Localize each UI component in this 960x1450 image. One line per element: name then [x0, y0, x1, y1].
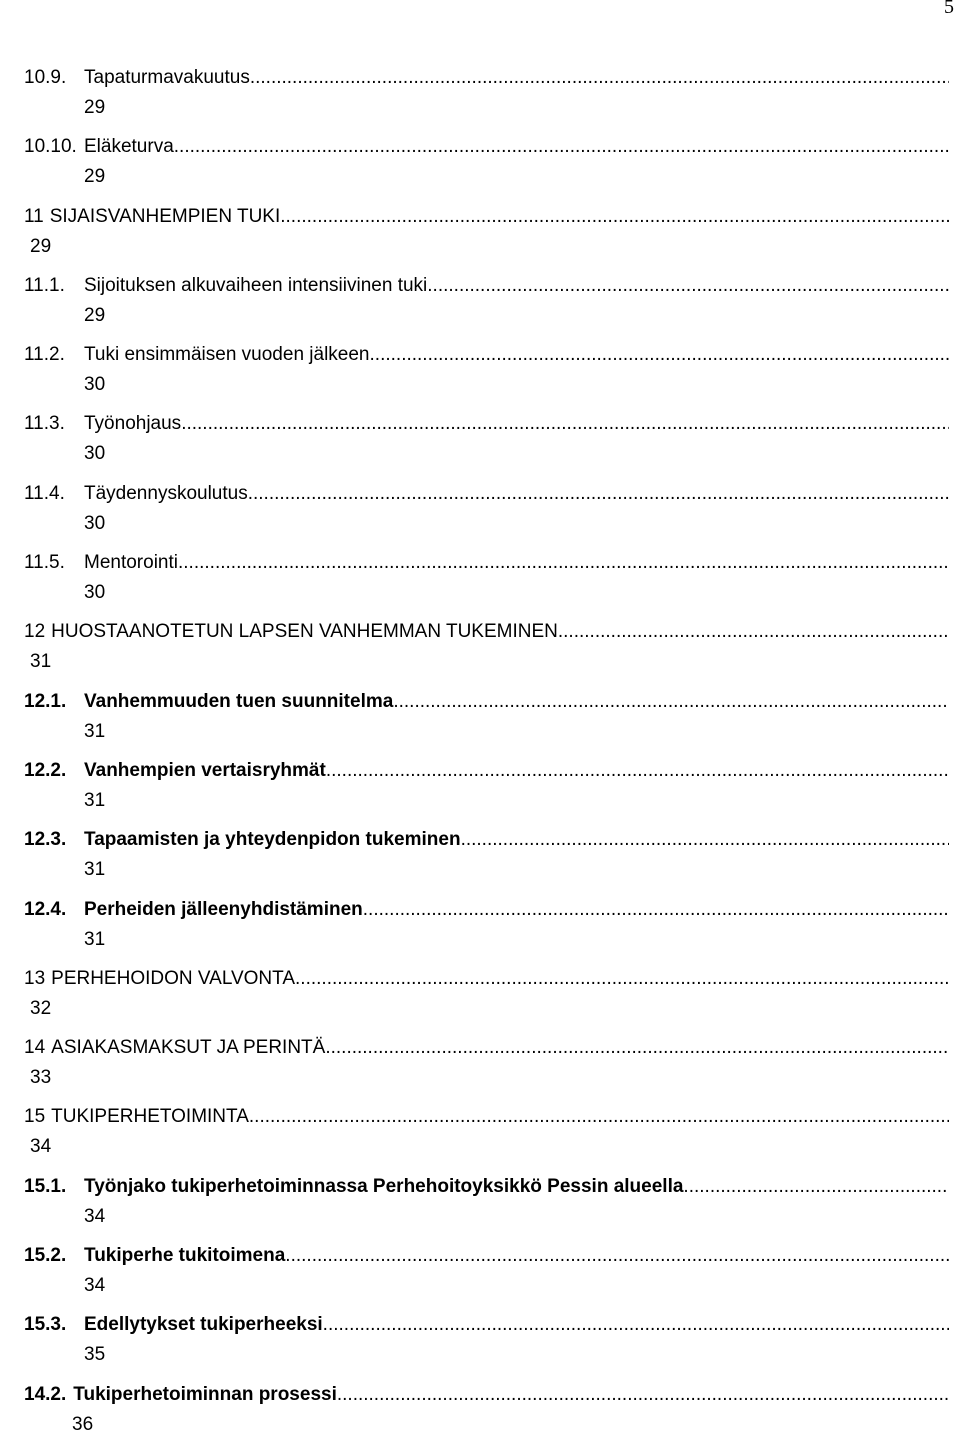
- toc-entry-title: Perheiden jälleenyhdistäminen: [84, 898, 363, 920]
- toc-entry[interactable]: [24, 410, 949, 479]
- toc-entry-number: 12.1.: [24, 690, 67, 712]
- dot-leader: [248, 480, 949, 508]
- dot-leader: [249, 1103, 949, 1131]
- toc-entry[interactable]: [24, 826, 949, 895]
- toc-entry-line: [24, 410, 949, 438]
- toc-entry-line: [24, 1311, 949, 1339]
- toc-entry-title: Vanhemmuuden tuen suunnitelma: [84, 690, 394, 712]
- dot-leader: [325, 1034, 949, 1062]
- toc-entry-title: Työnjako tukiperhetoiminnassa Perhehoitoyksikkö Pessin alueella: [84, 1175, 684, 1197]
- toc-entry-title: Tukiperhetoiminnan prosessi: [73, 1383, 337, 1405]
- toc-entry-page: 31: [84, 789, 106, 811]
- dot-leader: [181, 410, 949, 438]
- toc-entry-number: 14: [24, 1037, 46, 1059]
- dot-leader: [250, 64, 949, 92]
- toc-entry[interactable]: [24, 549, 949, 618]
- toc-entry-line: [24, 64, 949, 92]
- toc-entry-number: 13: [24, 967, 46, 989]
- toc-entry[interactable]: [24, 757, 949, 826]
- toc-entry[interactable]: [24, 1311, 949, 1380]
- toc-entry-number: 12.2.: [24, 759, 67, 781]
- toc-entry-page: 31: [30, 651, 52, 673]
- toc-entry-page: 29: [84, 97, 106, 118]
- toc-entry-line: [24, 965, 949, 993]
- toc-entry-number: 10.9.: [24, 67, 67, 88]
- toc-entry[interactable]: [24, 64, 949, 133]
- toc-entry-page: 30: [84, 374, 106, 396]
- toc-entry-title: Sijoituksen alkuvaiheen intensiivinen tuki: [84, 274, 428, 296]
- toc-entry-page: 30: [84, 443, 106, 465]
- dot-leader: [174, 133, 949, 161]
- toc-entry-number: 11.3.: [24, 413, 65, 435]
- toc-entry-line: [24, 1173, 949, 1201]
- toc-entry-number: 15.1.: [24, 1175, 67, 1197]
- dot-leader: [393, 688, 949, 716]
- toc-entry-line: [24, 688, 949, 716]
- dot-leader: [178, 549, 949, 577]
- toc-entry-page: 34: [84, 1205, 106, 1227]
- toc-entry-number: 15.2.: [24, 1245, 67, 1267]
- dot-leader: [363, 896, 949, 924]
- toc-entry-number: 15: [24, 1106, 46, 1128]
- toc-entry-title: Vanhempien vertaisryhmät: [84, 759, 326, 781]
- toc-entry[interactable]: [24, 1381, 949, 1450]
- toc-entry-line: [24, 826, 949, 854]
- dot-leader: [280, 203, 949, 231]
- toc-entry-page: 31: [84, 859, 106, 881]
- dot-leader: [326, 757, 949, 785]
- toc-entry-title: PERHEHOIDON VALVONTA: [51, 967, 296, 989]
- toc-entry[interactable]: [24, 618, 949, 687]
- toc-entry-line: [24, 757, 949, 785]
- toc-entry-page: 29: [30, 235, 52, 257]
- toc-entry-number: 12: [24, 621, 46, 643]
- toc-entry-page: 31: [84, 928, 106, 950]
- toc-entry-line: [24, 480, 949, 508]
- toc-entry-title: HUOSTAANOTETUN LAPSEN VANHEMMAN TUKEMINEN: [51, 621, 558, 643]
- toc-entry[interactable]: [24, 1173, 949, 1242]
- toc-entry-number: 11.4.: [24, 482, 65, 504]
- toc-entry-number: 11: [24, 205, 44, 227]
- toc-entry-number: 12.3.: [24, 829, 67, 851]
- toc-entry-line: [24, 1034, 949, 1062]
- toc-entry-page: 30: [84, 582, 106, 604]
- toc-entry[interactable]: [24, 272, 949, 341]
- toc-entry-page: 34: [84, 1275, 106, 1297]
- toc-entry-title: Tukiperhe tukitoimena: [84, 1245, 286, 1267]
- toc-entry[interactable]: [24, 688, 949, 757]
- toc-entry-title: ASIAKASMAKSUT JA PERINTÄ: [51, 1037, 326, 1059]
- dot-leader: [295, 965, 949, 993]
- toc-entry-line: [24, 203, 949, 231]
- toc-entry[interactable]: [24, 203, 949, 272]
- toc-entry[interactable]: [24, 1034, 949, 1103]
- toc-entry-line: [24, 272, 949, 300]
- table-of-contents: [24, 64, 949, 1450]
- toc-entry[interactable]: [24, 1242, 949, 1311]
- toc-entry-page: 31: [84, 720, 106, 742]
- toc-entry-page: 33: [30, 1067, 52, 1089]
- toc-entry-line: [24, 896, 949, 924]
- toc-entry-title: Täydennyskoulutus: [84, 482, 248, 504]
- toc-entry-title: SIJAISVANHEMPIEN TUKI: [49, 205, 281, 227]
- toc-entry[interactable]: [24, 965, 949, 1034]
- toc-entry-title: Mentorointi: [84, 552, 178, 574]
- toc-entry-number: 11.5.: [24, 552, 65, 574]
- toc-entry-title: Työnohjaus: [84, 413, 182, 435]
- toc-entry-line: [24, 618, 949, 646]
- toc-entry[interactable]: [24, 480, 949, 549]
- toc-entry-number: 15.3.: [24, 1314, 67, 1336]
- toc-entry-page: 32: [30, 997, 52, 1019]
- dot-leader: [323, 1311, 949, 1339]
- toc-entry-number: 11.2.: [24, 344, 65, 366]
- toc-entry-number: 11.1.: [24, 274, 65, 296]
- dot-leader: [370, 341, 949, 369]
- toc-entry-number: 10.10.: [24, 136, 77, 158]
- toc-entry-line: [24, 133, 949, 161]
- toc-entry[interactable]: [24, 896, 949, 965]
- toc-entry-title: Tapaturmavakuutus: [84, 67, 250, 88]
- toc-entry-page: 36: [72, 1413, 94, 1435]
- toc-entry[interactable]: [24, 133, 949, 202]
- toc-entry-line: [24, 549, 949, 577]
- toc-entry-page: 34: [30, 1136, 52, 1158]
- toc-entry-title: TUKIPERHETOIMINTA: [51, 1106, 249, 1128]
- toc-entry-line: [24, 1103, 949, 1131]
- dot-leader: [337, 1381, 949, 1409]
- dot-leader: [558, 618, 949, 646]
- toc-entry-title: Eläketurva: [84, 136, 174, 158]
- toc-entry-line: [24, 341, 949, 369]
- dot-leader: [683, 1173, 949, 1201]
- toc-entry-number: 12.4.: [24, 898, 67, 920]
- toc-entry-page: 30: [84, 512, 106, 534]
- toc-entry-page: 29: [84, 166, 106, 188]
- toc-entry[interactable]: [24, 341, 949, 410]
- toc-entry[interactable]: [24, 1103, 949, 1172]
- dot-leader: [461, 826, 949, 854]
- toc-entry-title: Tuki ensimmäisen vuoden jälkeen: [84, 344, 370, 366]
- toc-entry-title: Edellytykset tukiperheeksi: [84, 1314, 323, 1336]
- toc-entry-number: 14.2.: [24, 1383, 67, 1405]
- page-number: 5: [944, 0, 954, 18]
- toc-entry-line: [24, 1381, 949, 1409]
- toc-entry-page: 35: [84, 1344, 106, 1366]
- toc-entry-page: 29: [84, 304, 106, 326]
- toc-entry-title: Tapaamisten ja yhteydenpidon tukeminen: [84, 829, 461, 851]
- toc-entry-line: [24, 1242, 949, 1270]
- dot-leader: [285, 1242, 949, 1270]
- dot-leader: [427, 272, 949, 300]
